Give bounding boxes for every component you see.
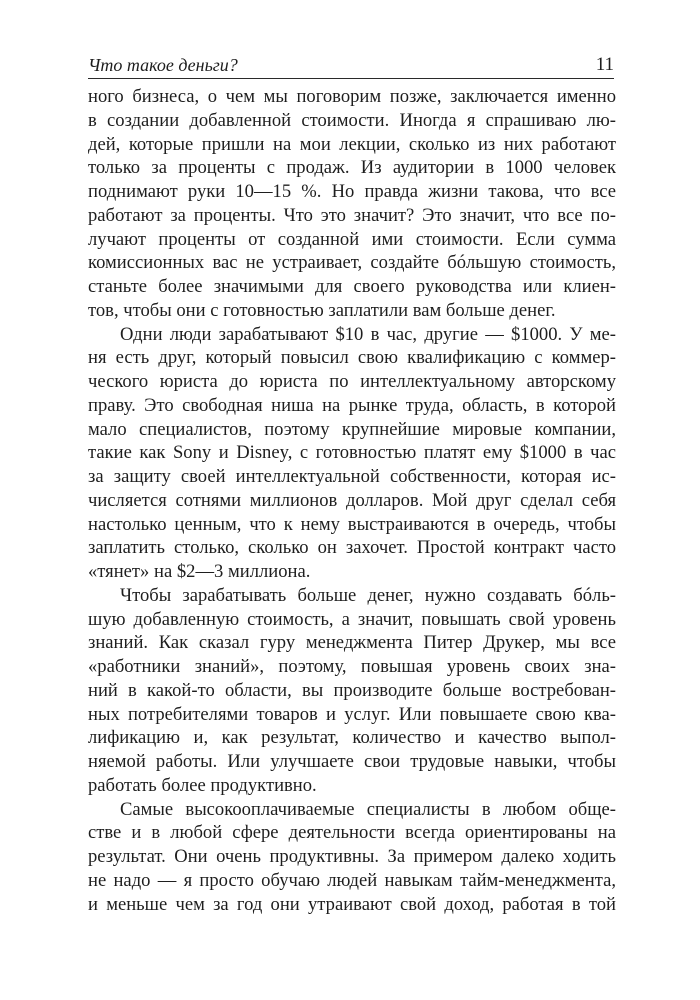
- text-line: работать более продуктивно.: [88, 774, 317, 796]
- text-line: стве и в любой сфере деятельности всегда ориентированы на: [88, 822, 616, 844]
- text-line: числяется сотнями миллионов долларов. Мой друг сделал себя: [88, 489, 616, 511]
- text-line: работают за проценты. Что это значит? Это значит, что все по-: [88, 204, 616, 226]
- paragraph-3: [88, 584, 616, 798]
- text-line: результат. Они очень продуктивны. За примером далеко ходить: [88, 846, 616, 867]
- text-line: Самые высокооплачиваемые специалисты в любом обще-: [120, 798, 616, 820]
- text-line: за защиту своей интеллектуальной собственности, которая ис-: [88, 466, 616, 487]
- text-line: и меньше чем за год они утраивают свой доход, работая в той: [88, 893, 616, 915]
- running-title: Что такое деньги?: [88, 55, 238, 75]
- text-line: ческого юриста до юриста по интеллектуальному авторскому: [88, 371, 616, 392]
- text-line: настолько ценным, что к нему выстраиваются в очередь, чтобы: [88, 513, 616, 535]
- text-line: няемой работы. Или улучшаете свои трудовые навыки, чтобы: [88, 751, 616, 772]
- text-line: Одни люди зарабатывают $10 в час, другие — $1000. У ме-: [120, 323, 616, 345]
- running-header: [88, 52, 614, 79]
- text-line: «тянет» на $2—3 миллиона.: [88, 561, 311, 582]
- paragraph-4: [88, 798, 616, 917]
- text-line: праву. Это свободная ниша на рынке труда, область, в которой: [88, 394, 616, 416]
- text-line: дей, которые пришли на мои лекции, сколько из них работают: [88, 133, 616, 155]
- body-text: [88, 85, 616, 916]
- text-line: поднимают руки 10—15 %. Но правда жизни такова, что все: [88, 181, 616, 202]
- text-line: комиссионных вас не устраивает, создайте бóльшую стоимость,: [88, 252, 616, 274]
- text-line: не надо — я просто обучаю людей навыкам тайм-менеджмента,: [88, 869, 616, 891]
- page-number: 11: [595, 54, 614, 75]
- text-line: шую добавленную стоимость, а значит, повышать свой уровень: [88, 608, 616, 630]
- paragraph-1: [88, 85, 616, 323]
- text-line: лификацию и, как результат, количество и качество выпол-: [88, 727, 616, 749]
- text-line: только за проценты с продаж. Из аудитории в 1000 человек: [88, 157, 616, 179]
- text-line: в создании добавленной стоимости. Иногда я спрашиваю лю-: [88, 109, 616, 131]
- text-line: знаний. Как сказал гуру менеджмента Питер Друкер, мы все: [88, 632, 616, 654]
- text-line: ня есть друг, который повысил свою квалификацию с коммер-: [88, 347, 616, 369]
- text-line: «работники знаний», поэтому, повышая уровень своих зна-: [88, 656, 616, 677]
- paragraph-2: [88, 323, 616, 584]
- text-line: ных потребителями товаров и услуг. Или повышаете свою ква-: [88, 703, 616, 725]
- text-line: тов, чтобы они с готовностью заплатили вам больше денег.: [88, 299, 556, 321]
- text-line: лучают проценты от созданной ими стоимости. Если сумма: [88, 228, 616, 250]
- text-line: станьте более значимыми для своего руководства или клиен-: [88, 276, 616, 297]
- text-line: ного бизнеса, о чем мы поговорим позже, заключается именно: [88, 86, 616, 107]
- text-line: ний в какой-то области, вы производите больше востребован-: [88, 679, 616, 701]
- text-line: мало специалистов, поэтому крупнейшие мировые компании,: [88, 418, 616, 440]
- text-line: такие как Sony и Disney, с готовностью платят ему $1000 в час: [88, 442, 616, 464]
- text-line: Чтобы зарабатывать больше денег, нужно создавать бóль-: [120, 584, 616, 606]
- text-line: заплатить столько, сколько он захочет. Простой контракт часто: [88, 537, 616, 559]
